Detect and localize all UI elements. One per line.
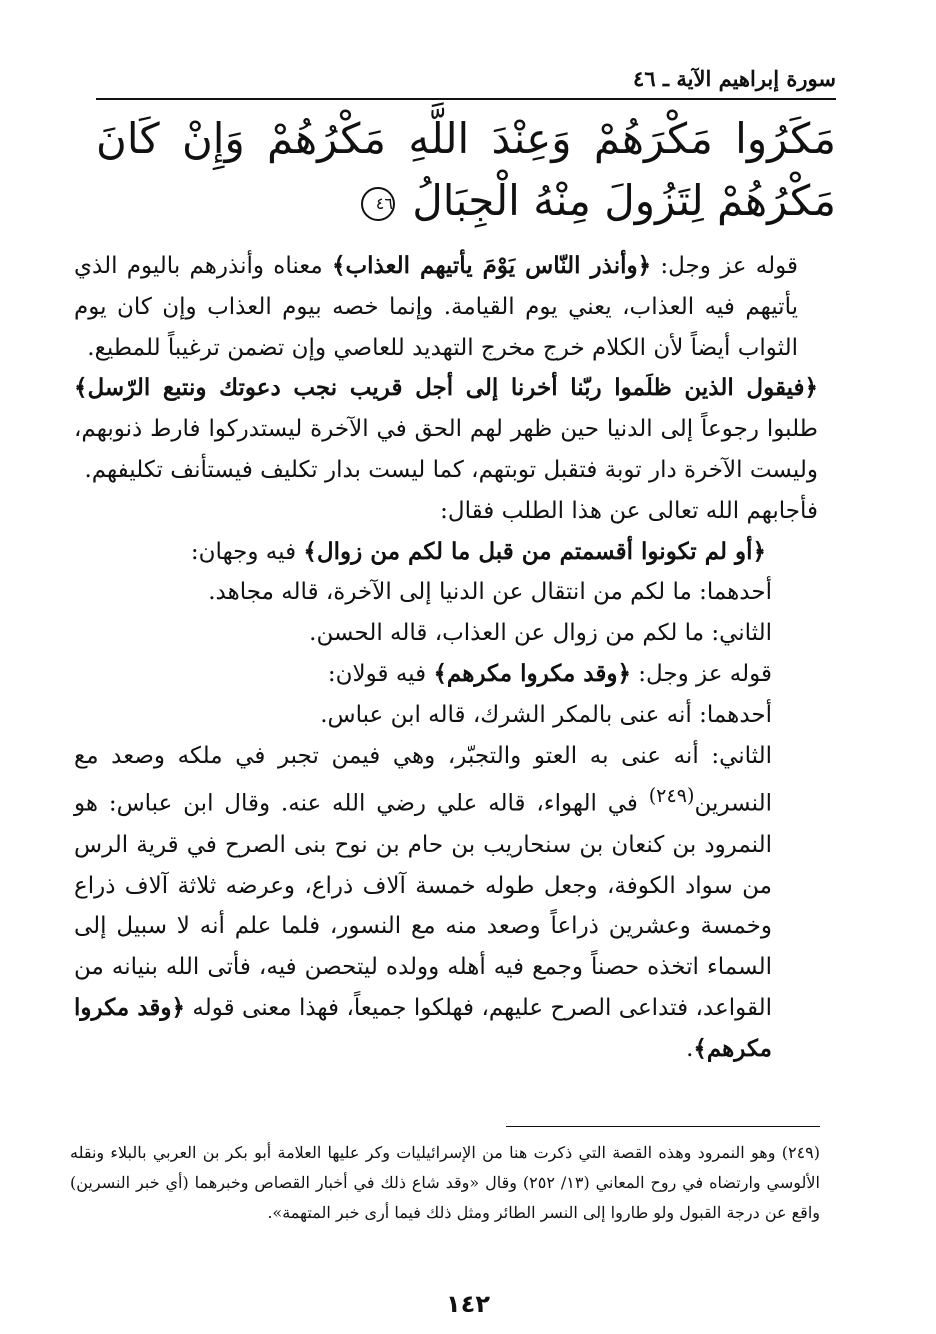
paragraph-1-text: معناه وأنذرهم باليوم الذي يأتيهم فيه العذاب، يعني يوم القيامة. وإنما خصه بيوم العذاب وإن كان يوم الثواب أيضاً لأن الكلام خرج مخرج التهديد للعاصي وإن تضمن ترغيباً للمطيع. (74, 253, 798, 361)
paragraph-3: فأجابهم الله تعالى عن هذا الطلب فقال: (440, 497, 818, 524)
paragraph-9-end: . (686, 1035, 694, 1062)
paragraph-1-lead: قوله عز وجل: (651, 253, 799, 279)
footnote-divider (506, 1126, 820, 1127)
paragraph-1-quote: ﴿وأنذر النّاس يَوْمَ يأتيهم العذاب﴾ (331, 252, 652, 279)
paragraph-7-text: فيه قولان: (327, 660, 434, 687)
footnote-reference: (٢٤٩) (648, 784, 695, 808)
paragraph-1 (74, 246, 818, 368)
footnotes (70, 1138, 820, 1228)
ayah-number-marker: ٤٦ (361, 187, 395, 221)
paragraph-4 (74, 532, 818, 573)
paragraph-6: الثاني: ما لكم من زوال عن العذاب، قاله الحسن. (309, 620, 772, 647)
paragraph-2-quote: ﴿فيقول الذين ظلَموا ربّنا أخرنا إلى أجل قريب نجب دعوتك ونتبع الرّسل﴾ (74, 374, 818, 402)
paragraph-9-text-b: في الهواء، قاله علي رضي الله عنه. وقال ابن عباس: هو النمرود بن كنعان بن سنحاريب بن حام بن نوح بنى الصرح في قرية الرس من سواد الكوفة، وجعل طوله خمسة آلاف ذراع، وعرضه ثلاثة آلاف ذراع وخمسة وعشرين ذراعاً وصعد منه مع النسور، فلما علم أنه لا سبيل إلى السماء اتخذه حصناً وجمع فيه أهله وولده ليتحصن فيه، فأتى الله بنيانه من القواعد، فتداعى الصرح عليهم، فهلكوا جميعاً، فهذا معنى قوله (74, 791, 772, 1021)
paragraph-9-quote: ﴿وقد مكروا مكرهم﴾ (74, 994, 772, 1062)
verse-text: مَكَرُوا مَكْرَهُمْ وَعِنْدَ اللَّهِ مَكْرُهُمْ وَإِنْ كَانَ مَكْرُهُمْ لِتَزُولَ مِنْهُ الْجِبَالُ (96, 114, 836, 225)
footnote-249: (٢٤٩) وهو النمرود وهذه القصة التي ذكرت هنا من الإسرائيليات وكر عليها العلامة أبو بكر بن العربي بالبلاء ونقله الألوسي وارتضاه في روح المعاني (١٣/ ٢٥٢) وقال «وقد شاع ذلك في أخبار القصاص وخبرهما (أي خبر النسرين) واقع عن درجة القبول ولو طاروا إلى النسر الطائر ومثل ذلك فيما أرى خبر المتهمة». (70, 1143, 821, 1222)
paragraph-2 (74, 368, 818, 490)
running-header (96, 62, 836, 100)
paragraph-7 (74, 654, 818, 695)
paragraph-7-quote: ﴿وقد مكروا مكرهم﴾ (433, 659, 631, 687)
paragraph-8: أحدهما: أنه عنى بالمكر الشرك، قاله ابن عباس. (320, 701, 772, 728)
page-number: ١٤٢ (446, 1290, 490, 1318)
paragraph-9-text-a: الثاني: أنه عنى به العتو والتجبّر، وهي فيمن تجبر في ملكه وصعد مع النسرين (74, 742, 772, 818)
paragraph-7-lead: قوله عز وجل: (630, 660, 772, 687)
paragraph-4-text: فيه وجهان: (190, 538, 304, 565)
running-title: سورة إبراهيم الآية ـ ٤٦ (633, 66, 836, 91)
paragraph-4-quote: ﴿أو لم تكونوا أقسمتم من قبل ما لكم من زوال﴾ (303, 537, 766, 565)
paragraph-9 (74, 736, 818, 1070)
paragraph-5: أحدهما: ما لكم من انتقال عن الدنيا إلى الآخرة، قاله مجاهد. (208, 579, 772, 606)
paragraph-2-text: طلبوا رجوعاً إلى الدنيا حين ظهر لهم الحق في الآخرة ليستدركوا فارط ذنوبهم، وليست الآخرة دار توبة فتقبل توبتهم، كما ليست بدار تكليف فيستأنف تكليفهم. (74, 416, 818, 483)
commentary-body (74, 246, 818, 1070)
quran-verse (96, 108, 836, 236)
